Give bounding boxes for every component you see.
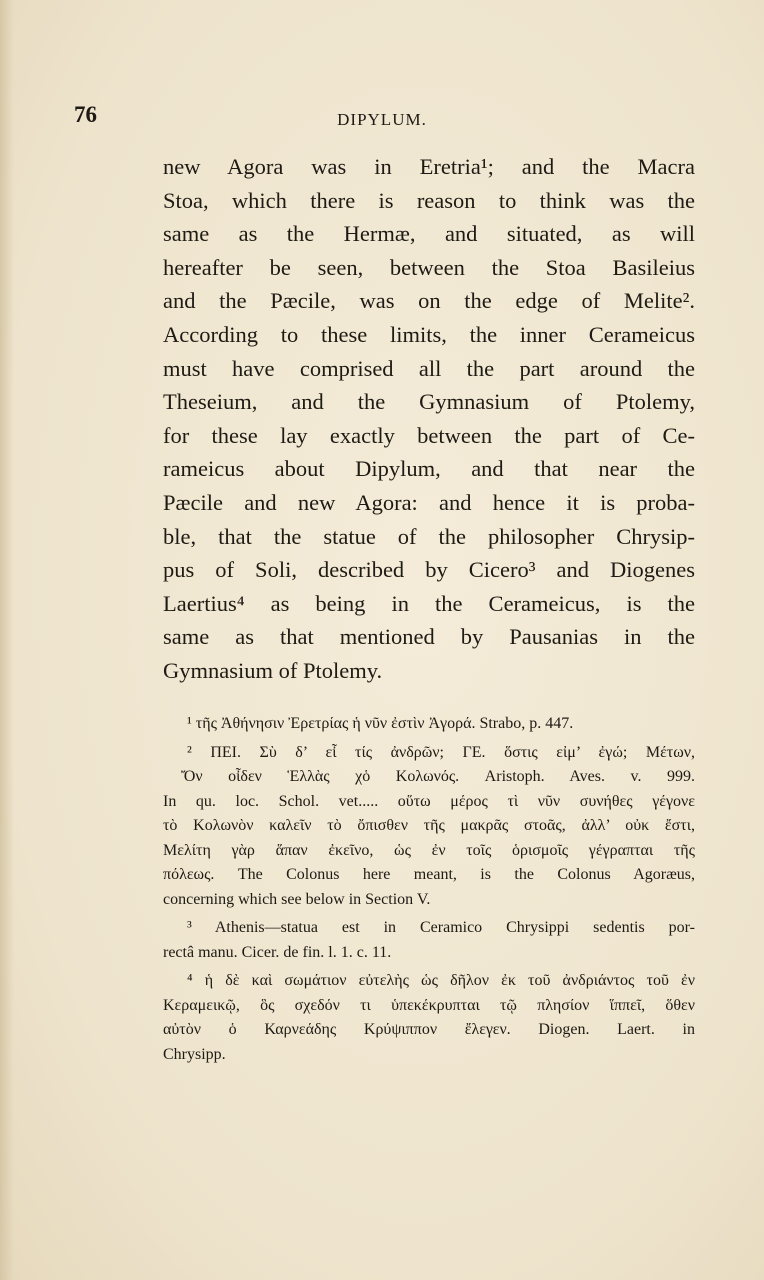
text-line: Pæcile and new Agora: and hence it is proba- [163, 489, 695, 515]
text-line: According to these limits, the inner Cerameicus [163, 321, 695, 347]
footnote-line: ² ΠΕΙ. Σὺ δ’ εἶ τίς ἀνδρῶν; ΓΕ. ὅστις εἰμ’ ἐγώ; Μέτων, [187, 743, 695, 761]
text-line: rameicus about Dipylum, and that near the [163, 456, 695, 482]
text-line: hereafter be seen, between the Stoa Basileius [163, 254, 695, 280]
footnote-line: ¹ τῆς Ἀθήνησιν Ἐρετρίας ἡ νῦν ἐστὶν Ἀγορά. Strabo, p. 447. [187, 715, 574, 732]
text-line: new Agora was in Eretria¹; and the Macra [163, 154, 695, 179]
footnote-line: ⁴ ἡ δὲ καὶ σωμάτιον εὐτελὴς ὡς δῆλον ἐκ τοῦ ἀνδριάντος τοῦ ἐν [187, 972, 695, 989]
text-line: and the Pæcile, was on the edge of Melite². [163, 288, 695, 314]
main-text [163, 150, 695, 688]
page-number: 76 [74, 102, 97, 127]
footnote-line: πόλεως. The Colonus here meant, is the Colonus Agoræus, [163, 866, 695, 883]
text-line: must have comprised all the part around the [163, 355, 695, 381]
running-head: DIPYLUM. [337, 110, 427, 129]
text-line: pus of Soli, described by Cicero³ and Diogenes [163, 557, 695, 583]
footnote-2 [163, 741, 695, 913]
text-line: same as that mentioned by Pausanias in the [163, 624, 695, 650]
text-line: Stoa, which there is reason to think was the [163, 187, 695, 213]
footnotes [163, 712, 695, 1071]
footnote-line: ³ Athenis—statua est in Ceramico Chrysippi sedentis por- [187, 919, 695, 936]
footnote-line: rectâ manu. Cicer. de fin. l. 1. c. 11. [163, 943, 392, 961]
text-line: ble, that the statue of the philosopher Chrysip- [163, 523, 695, 549]
footnote-line: τὸ Κολωνὸν καλεῖν τὸ ὄπισθεν τῆς μακρᾶς στοᾶς, ἀλλ’ οὐκ ἔστι, [163, 817, 695, 834]
footnote-line: Μελίτη γὰρ ἅπαν ἐκεῖνο, ὡς ἐν τοῖς ὁρισμοῖς γέγραπται τῆς [163, 841, 695, 859]
text-line: Theseium, and the Gymnasium of Ptolemy, [163, 389, 695, 415]
footnote-4 [163, 969, 695, 1067]
footnote-line: In qu. loc. Schol. vet..... οὕτω μέρος τὶ νῦν συνήθες γέγονε [163, 792, 695, 810]
text-line: Gymnasium of Ptolemy. [163, 657, 383, 683]
footnote-line: Ὄν οἶδεν Ἑλλὰς χὁ Κολωνός. Aristoph. Aves. v. 999. [181, 768, 695, 785]
footnote-line: αὐτὸν ὁ Καρνεάδης Κρύψιππον ἔλεγεν. Diogen. Laert. in [163, 1021, 695, 1038]
footnote-1 [163, 712, 695, 737]
page-gutter-shadow [0, 0, 14, 1280]
footnote-3 [163, 916, 695, 965]
footnote-line: Chrysipp. [163, 1045, 226, 1063]
footnote-line: Κεραμεικῷ, ὃς σχεδόν τι ὑπεκέκρυπται τῷ πλησίον ἵππεῖ, ὅθεν [163, 996, 695, 1014]
text-line: same as the Hermæ, and situated, as will [163, 221, 695, 247]
text-line: Laertius⁴ as being in the Cerameicus, is the [163, 590, 695, 616]
footnote-line: concerning which see below in Section V. [163, 890, 431, 908]
text-line: for these lay exactly between the part of Ce- [163, 422, 695, 448]
